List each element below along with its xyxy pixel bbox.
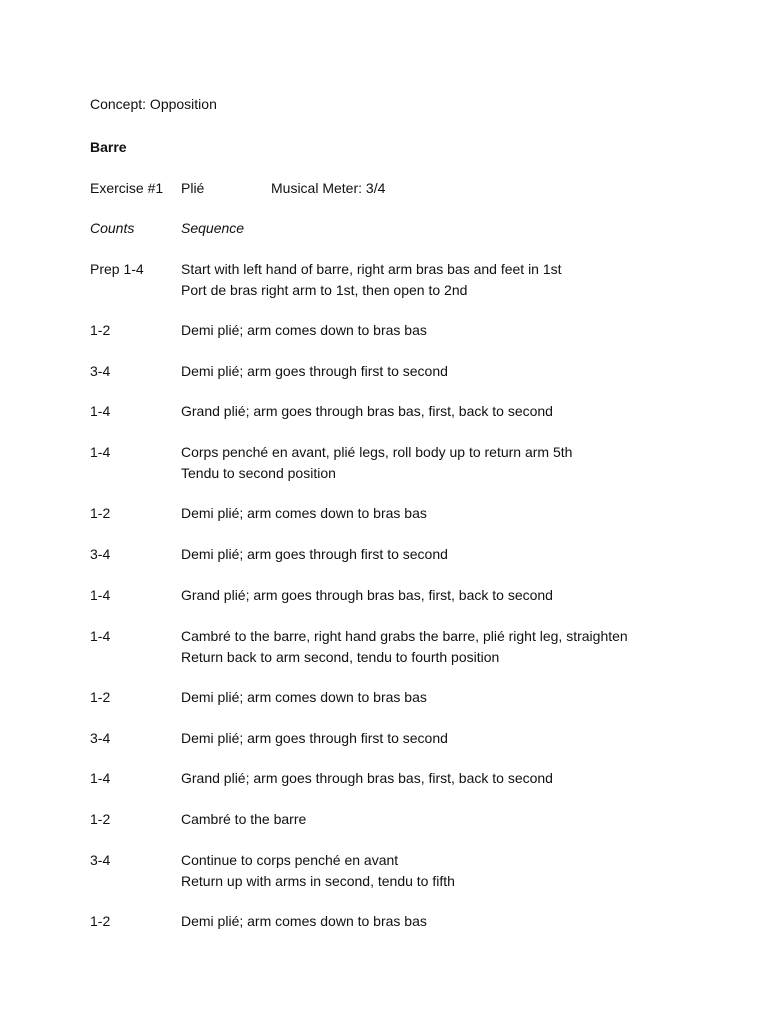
row-sequence-line: Return back to arm second, tendu to fourth position xyxy=(181,648,500,665)
row-sequence-line: Demi plié; arm goes through first to second xyxy=(181,363,448,379)
row-count: 1-2 xyxy=(90,811,111,827)
row-sequence-line: Continue to corps penché en avant xyxy=(181,852,399,868)
concept-heading: Concept: Opposition xyxy=(90,96,217,112)
row-sequence-line: Port de bras right arm to 1st, then open to 2nd xyxy=(181,281,468,298)
row-sequence-line: Grand plié; arm goes through bras bas, first, back to second xyxy=(181,587,553,603)
row-count: 1-2 xyxy=(90,322,111,338)
row-count: 3-4 xyxy=(90,363,111,379)
row-sequence-line: Return up with arms in second, tendu to fifth xyxy=(181,872,455,889)
row-count: 1-4 xyxy=(90,628,111,644)
row-count: 1-4 xyxy=(90,444,111,460)
row-sequence-line: Cambré to the barre, right hand grabs the barre, plié right leg, straighten xyxy=(181,628,628,644)
row-count: Prep 1-4 xyxy=(90,261,144,277)
row-sequence-line: Demi plié; arm comes down to bras bas xyxy=(181,913,427,929)
section-heading: Barre xyxy=(90,139,127,155)
row-count: 1-2 xyxy=(90,913,111,929)
row-sequence-line: Grand plié; arm goes through bras bas, first, back to second xyxy=(181,403,553,419)
row-count: 1-4 xyxy=(90,587,111,603)
row-sequence-line: Demi plié; arm comes down to bras bas xyxy=(181,689,427,705)
row-count: 3-4 xyxy=(90,730,111,746)
row-sequence-line: Demi plié; arm comes down to bras bas xyxy=(181,505,427,521)
row-count: 1-4 xyxy=(90,770,111,786)
row-count: 3-4 xyxy=(90,546,111,562)
row-sequence-line: Cambré to the barre xyxy=(181,811,307,827)
row-sequence-line: Demi plié; arm comes down to bras bas xyxy=(181,322,427,338)
row-count: 1-2 xyxy=(90,689,111,705)
row-sequence-line: Start with left hand of barre, right arm bras bas and feet in 1st xyxy=(181,261,562,277)
row-count: 3-4 xyxy=(90,852,111,868)
row-count: 1-4 xyxy=(90,403,111,419)
sequence-header: Sequence xyxy=(181,220,245,236)
musical-meter: Musical Meter: 3/4 xyxy=(271,180,386,196)
row-count: 1-2 xyxy=(90,505,111,521)
row-sequence-line: Corps penché en avant, plié legs, roll body up to return arm 5th xyxy=(181,444,573,460)
row-sequence-line: Grand plié; arm goes through bras bas, first, back to second xyxy=(181,770,553,786)
row-sequence-line: Demi plié; arm goes through first to second xyxy=(181,546,448,562)
exercise-number: Exercise #1 xyxy=(90,180,164,196)
exercise-name: Plié xyxy=(181,180,205,196)
row-sequence-line: Demi plié; arm goes through first to second xyxy=(181,730,448,746)
counts-header: Counts xyxy=(90,220,135,236)
row-sequence-line: Tendu to second position xyxy=(181,464,336,481)
